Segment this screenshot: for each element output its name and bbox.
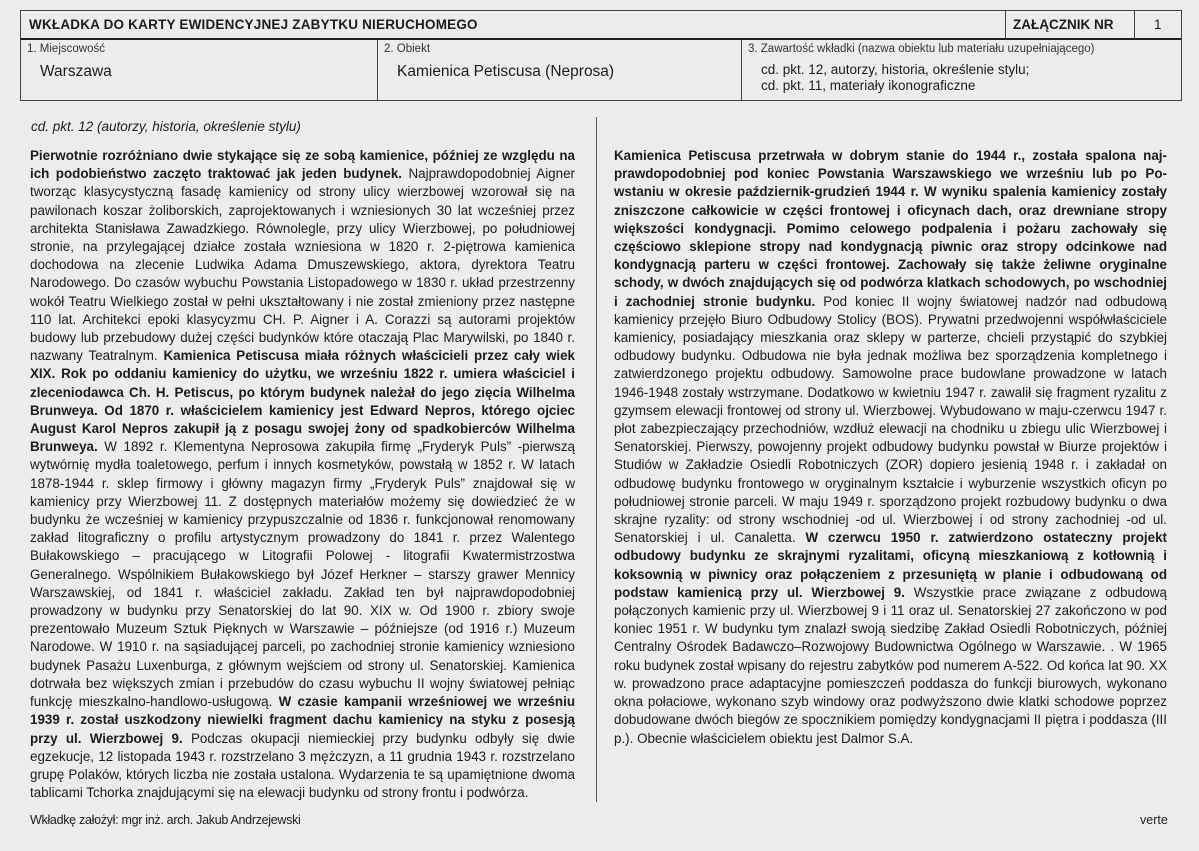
attachment-number: 1 [1154, 17, 1162, 32]
right-column [614, 147, 1167, 748]
contents-line: cd. pkt. 11, materiały ikonograficzne [761, 78, 976, 93]
contents-line: cd. pkt. 12, autorzy, historia, określenie stylu; [761, 62, 1030, 77]
text-run: Najprawdopodobniej Aigner tworząc klasycystyczną fasadę kamienicy od strony ulicy wierzbowej wzorował się na pawilonach koszar żoliborskich, zaprojektowanych i wzniesionych 30 lat wcześniej przez architekta Stanisława Zawadzkiego. Równolegle, przy ulicy Wierzbowej, po południowej stronie, na przylegającej działce została wzniesiona w 1820 r. 2-piętrowa kamienica dochodowa na zlecenie Ludwika Adama Dmuszewskiego, aktora, dyrektora Teatru Narodowego. Do czasów wybuchu Powstania Listopadowego w 1830 r. układ przestrzenny wokół Teatru Wielkiego został w pełni ukształtowany i nie został zmieniony przez następne 110 lat. Architekci epoki klasycyzmu CH. P. Aigner i A. Corazzi są autorami projektów budowy lub przebudowy dużej części budynków które otaczają Plac Marywilski, po 1840 r. nazwany Teatralnym. [30, 166, 575, 364]
bold-text-run: Kamienica Petiscusa przetrwała w dobrym stanie do 1944 r., została spalona najprawdopodobniej pod koniec Powstania Warszawskiego we wrześniu lub po Powstaniu w okresie październik-grudzień 1944 r. W wyniku spalenia kamienicy zostały zniszczone całkowicie w części frontowej i oficynach dach, oraz drewniane stropy większości kondygnacji. Pomimo celowego podpalenia i pożaru zachowały się częściowo sklepione stropy nad kondygnacją piwnic oraz stropy odcinkowe nad kondygnacją parteru w części frontowej. Zachowały się także żeliwne oryginalne schody, w dwóch znajdujących się od podwórza klatkach schodowych, po wschodniej i zachodniej stronie budynku. [614, 148, 1167, 309]
header-row [20, 10, 1182, 40]
header-divider [1005, 11, 1006, 39]
field-value-locality: Warszawa [40, 63, 112, 80]
bold-text-run: W czerwcu 1950 r. zatwierdzono ostateczny projekt odbudowy budynku ze skrajnymi ryzalitami, oficyną mieszkaniową z kotłownią i koksownią w piwnicy oraz połączeniem z przesuniętą w planie i odbudowaną od podstaw kamienicą przy ul. Wierzbowej 9. [614, 530, 1168, 600]
bold-text-run: W czasie kampanii wrześniowej we wrześniu 1939 r. został uszkodzony niewielki fragment dachu kamienicy na styku z posesją przy ul. Wierzbowej 9. [30, 694, 575, 746]
field-value-contents [761, 62, 1029, 94]
text-run: W 1892 r. Klementyna Neprosowa zakupiła firmę „Fryderyk Puls” -pierwszą wytwórnię mydła toaletowego, perfum i innych kosmetyków, powstałą w 1852 r. W latach 1878-1944 r. sklep firmowy i główny magazyn firmy „Fryderyk Puls” znajdował się w kamienicy przy Wierzbowej 11. Z dostępnych materiałów możemy się dowiedzieć że w budynku że wcześniej w kamienicy przypuszczalnie od 1836 r. funkcjonował renomowany zakład litograficzny o profilu artystycznym prowadzony do 1841 r. przez Walentego Bułakowskiego – pracującego w Litografii Polowej - litografii Kwatermistrzostwa Generalnego. Wspólnikiem Bułakowskiego był Józef Herkner – starszy grawer Mennicy Warszawskiej, od 1841 r. właściciel zakładu. Zakład ten był najprawdopodobniej prowadzony w budynku przy Senatorskiej do lat 90. XIX w. Od 1900 r. zbiory swoje prezentowało Muzeum Sztuk Pięknych w Warszawie – późniejsze (od 1916 r.) Muzeum Narodowe. W 1910 r. na sąsiadującej parceli, po zachodniej stronie kamienicy wzniesiono budynek Pasażu Luxenburga, z głównym wejściem od strony ul. Senatorskiej. Kamienica dotrwała bez większych zmian i przebudów do czasu wybuchu II wojny światowej pełniąc funkcję mieszkalno-handlowo-usługową. [30, 439, 575, 710]
footer-verte: verte [1140, 813, 1168, 827]
field-label: 1. Miejscowość [27, 43, 105, 55]
field-label: 3. Zawartość wkładki (nazwa obiektu lub materiału uzupełniającego) [748, 43, 1095, 55]
attachment-label: ZAŁĄCZNIK NR [1013, 17, 1114, 32]
left-column-text [30, 147, 575, 802]
field-label: 2. Obiekt [384, 43, 431, 55]
header-divider [1134, 11, 1135, 39]
document-title: WKŁADKA DO KARTY EWIDENCYJNEJ ZABYTKU NIERUCHOMEGO [29, 17, 478, 32]
field-locality [21, 40, 378, 100]
bold-text-run: Pierwotnie rozróżniano dwie stykające się ze sobą kamienice, później ze względu na ich podobieństwo zaczęto traktować jak jeden budynek. [30, 148, 575, 182]
field-value-object: Kamienica Petiscusa (Neprosa) [397, 63, 615, 80]
column-divider [596, 117, 597, 802]
field-contents [742, 40, 1183, 100]
field-object [378, 40, 742, 100]
right-column-text [614, 147, 1167, 748]
footer-author: Wkładkę założył: mgr inż. arch. Jakub Andrzejewski [30, 813, 301, 827]
text-run: Podczas okupacji niemieckiej przy budynku odbyły się dwie egzekucje, 12 listopada 1943 r. rozstrzelano 3 mężczyzn, a 11 grudnia 1943 r. rozstrzelano grupę Polaków, których liczba nie została ustalona. Wydarzenia te są upamiętnione dwoma tablicami Tchorka znajdującymi się na elewacji budynku od strony frontu i podwórza. [30, 730, 575, 801]
fields-row [20, 40, 1182, 101]
left-column [30, 147, 575, 802]
text-run: Wszystkie prace związane z odbudową połączonych kamienic przy ul. Wierzbowej 9 i 11 oraz ul. Senatorskiej 27 zakończono w pod koniec 1951 r. W budynku tym znalazł swoją siedzibę Zakład Osiedli Robotniczych, później Centralny Ośrodek Badawczo–Rozwojowy Budownictwa Ogólnego w Warszawie. . W 1965 roku budynek został wpisany do rejestru zabytków pod numerem A-522. Od końca lat 90. XX w. prowadzono prace adaptacyjne pomieszczeń poddasza do funkcji biurowych, wykonano okna połaciowe, wykonano szyb windowy oraz podwyższono dwie klatki schodowe poprzez dobudowane dwóch biegów ze spocznikiem pomiędzy kondygnacjami II piętra i poddasza (III p.). Obecnie właścicielem obiektu jest Dalmor S.A. [614, 584, 1167, 746]
bold-text-run: Kamienica Petiscusa miała różnych właścicieli przez cały wiek XIX. Rok po oddaniu kamienicy do użytku, we wrześniu 1822 r. umiera właściciel i zleceniodawca Ch. H. Petiscus, po którym budynek należał do jego zięcia Wilhelma Brunweya. Od 1870 r. właścicielem kamienicy jest Edward Nepros, którego ojciec August Karol Nepros zakupił ją z posagu swojej żony od spadkobierców Wilhelma Brunweya. [30, 348, 575, 455]
text-run: Pod koniec II wojny światowej nadzór nad odbudową kamienicy przejęło Biuro Odbudowy Stolicy (BOS). Prywatni przedwojenni współwłaściciele kamienicy, posiadający mieszkania oraz sklepy w parterze, chcieli przystąpić do szybkiej odbudowy budynku. Odbudowa nie była jednak możliwa bez sporządzenia kompletnego i zatwierdzonego projektu odbudowy. Samowolne prace budowlane prowadzone w latach 1946-1948 zostały wstrzymane. Dodatkowo w kwietniu 1947 r. zawalił się fragment ryzalitu z gzymsem elewacji frontowej od strony ul. Wierzbowej. Wybudowano w maju-czerwcu 1947 r. płot zabezpieczający przechodniów, wzdłuż elewacji na chodniku u zbiegu ulic Wierzbowej i Senatorskiej. Pierwszy, powojenny projekt odbudowy budynku powstał w Biurze projektów i Studiów w Zakładzie Osiedli Robotniczych (ZOR) dopiero jesienią 1948 r. i zakładał on odbudowę budynku frontowego w oryginalnym kształcie i wyburzenie wszystkich oficyn po południowej stronie parceli. W maju 1949 r. sporządzono projekt rozbudowy budynku o dwa skrajne ryzality: od strony wschodniej -od ul. Wierzbowej i od strony zachodniej -od ul. Senatorskiej i ul. Canaletta. [614, 293, 1167, 546]
section-heading: cd. pkt. 12 (autorzy, historia, określenie stylu) [31, 119, 301, 134]
